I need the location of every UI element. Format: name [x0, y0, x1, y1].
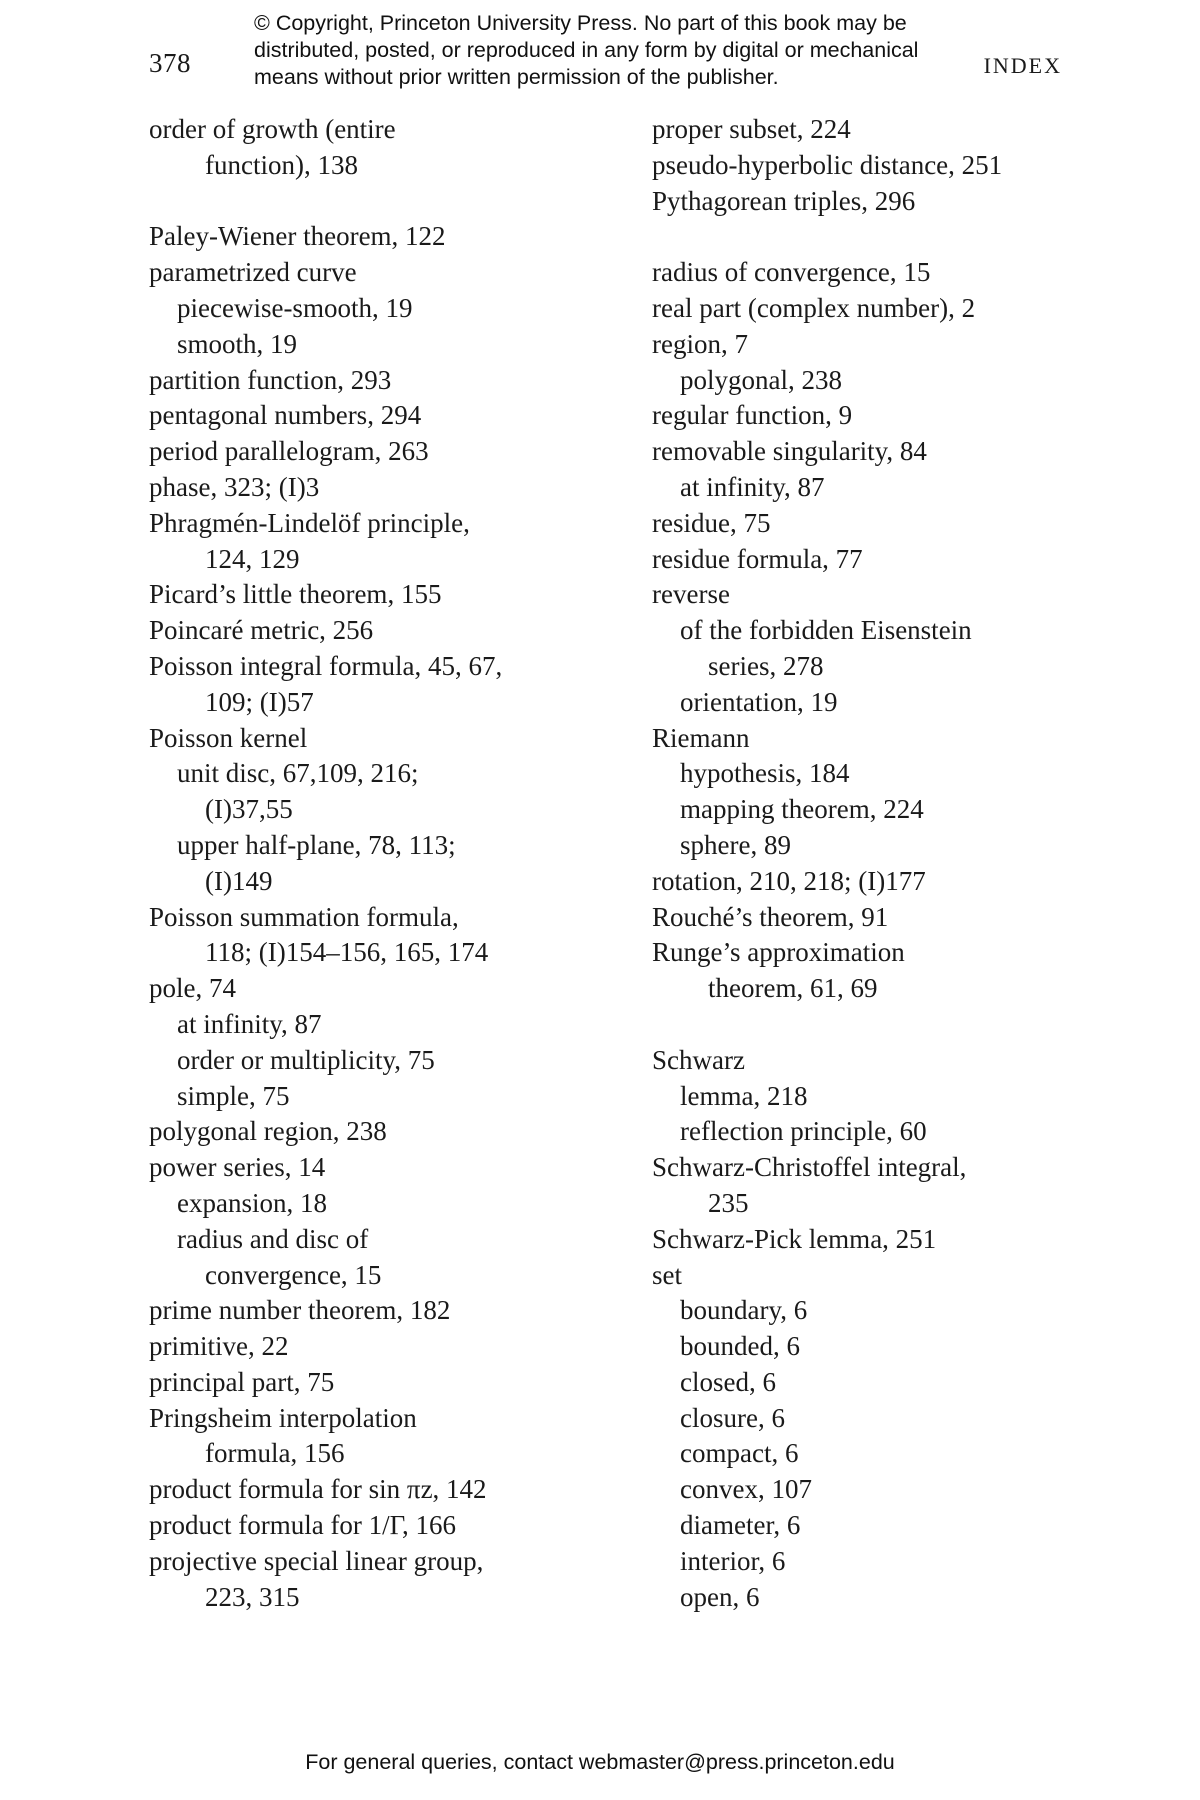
- index-entry: unit disc, 67,109, 216;: [177, 758, 419, 789]
- index-entry: Riemann: [652, 722, 750, 753]
- index-entry: pseudo-hyperbolic distance, 251: [652, 149, 1003, 180]
- running-head: INDEX: [983, 53, 1062, 78]
- index-entry: reflection principle, 60: [680, 1116, 927, 1147]
- index-entry: prime number theorem, 182: [149, 1295, 451, 1326]
- index-entry: lemma, 218: [680, 1080, 808, 1111]
- index-entry: Rouché’s theorem, 91: [652, 901, 889, 932]
- index-entry: (I)37,55: [205, 794, 293, 825]
- copyright-notice: [254, 10, 974, 91]
- index-entry: bounded, 6: [680, 1331, 800, 1362]
- index-entry: parametrized curve: [149, 257, 357, 288]
- index-entry: Poincaré metric, 256: [149, 615, 374, 646]
- copyright-line: means without prior written permission of the publisher.: [254, 65, 779, 89]
- page-number: 378: [149, 48, 191, 78]
- index-entry: residue, 75: [652, 507, 771, 538]
- index-entry: order or multiplicity, 75: [177, 1044, 435, 1075]
- index-entry: 118; (I)154–156, 165, 174: [205, 937, 489, 968]
- copyright-line: © Copyright, Princeton University Press. No part of this book may be: [254, 11, 907, 35]
- index-entry: power series, 14: [149, 1152, 326, 1183]
- index-column-right: [652, 112, 1152, 1615]
- index-entry: at infinity, 87: [680, 471, 825, 502]
- index-entry: compact, 6: [680, 1438, 799, 1469]
- index-entry: 124, 129: [205, 543, 300, 574]
- index-entry: interior, 6: [680, 1545, 786, 1576]
- index-entry: hypothesis, 184: [680, 758, 850, 789]
- index-entry: radius and disc of: [177, 1223, 369, 1254]
- index-entry: proper subset, 224: [652, 114, 851, 144]
- index-entry: period parallelogram, 263: [149, 436, 429, 467]
- index-entry: closed, 6: [680, 1366, 776, 1397]
- index-entry: Poisson integral formula, 45, 67,: [149, 650, 503, 681]
- index-entry: radius of convergence, 15: [652, 257, 931, 288]
- index-column-left: [149, 112, 639, 1615]
- index-entry: residue formula, 77: [652, 543, 863, 574]
- index-entry: reverse: [652, 579, 730, 610]
- index-entry: polygonal region, 238: [149, 1116, 387, 1147]
- index-entry: diameter, 6: [680, 1510, 801, 1541]
- index-entry: real part (complex number), 2: [652, 292, 976, 323]
- index-entry: Poisson kernel: [149, 722, 308, 753]
- index-entry: removable singularity, 84: [652, 436, 927, 467]
- index-entry: Poisson summation formula,: [149, 901, 459, 932]
- index-entry: polygonal, 238: [680, 364, 842, 395]
- index-entry: 235: [708, 1187, 749, 1218]
- index-entry: Schwarz-Pick lemma, 251: [652, 1223, 937, 1254]
- index-entry: set: [652, 1259, 682, 1290]
- index-entry: rotation, 210, 218; (I)177: [652, 865, 926, 896]
- index-entry: product formula for 1/Γ, 166: [149, 1510, 457, 1541]
- index-entry: upper half-plane, 78, 113;: [177, 829, 456, 860]
- index-entry: piecewise-smooth, 19: [177, 292, 413, 323]
- index-entry: expansion, 18: [177, 1187, 327, 1218]
- index-entry: at infinity, 87: [177, 1008, 322, 1039]
- index-entry: 223, 315: [205, 1581, 300, 1612]
- index-entry: Runge’s approximation: [652, 937, 905, 968]
- index-entry: orientation, 19: [680, 686, 838, 717]
- index-entry: Pythagorean triples, 296: [652, 185, 916, 216]
- footer-contact: For general queries, contact webmaster@press.princeton.edu: [305, 1750, 895, 1774]
- index-entry: Schwarz-Christoffel integral,: [652, 1152, 967, 1183]
- index-entry: Picard’s little theorem, 155: [149, 579, 442, 610]
- index-entry: formula, 156: [205, 1438, 345, 1469]
- copyright-line: distributed, posted, or reproduced in any form by digital or mechanical: [254, 38, 919, 62]
- index-entry: simple, 75: [177, 1080, 290, 1111]
- index-entry: partition function, 293: [149, 364, 392, 395]
- index-entry: regular function, 9: [652, 400, 853, 431]
- index-entry: pentagonal numbers, 294: [149, 400, 422, 431]
- index-entry: convergence, 15: [205, 1259, 382, 1290]
- index-entry: projective special linear group,: [149, 1545, 484, 1576]
- index-entry: 109; (I)57: [205, 686, 314, 717]
- index-entry: product formula for sin πz, 142: [149, 1474, 487, 1505]
- index-entry: Paley-Wiener theorem, 122: [149, 221, 446, 252]
- index-entry: mapping theorem, 224: [680, 794, 924, 825]
- index-entry: theorem, 61, 69: [708, 973, 878, 1004]
- index-entry: boundary, 6: [680, 1295, 808, 1326]
- index-entry: Pringsheim interpolation: [149, 1402, 417, 1433]
- index-entry: function), 138: [205, 149, 358, 180]
- index-entry: phase, 323; (I)3: [149, 471, 320, 502]
- index-entry: pole, 74: [149, 973, 236, 1004]
- index-entry: sphere, 89: [680, 829, 791, 860]
- index-entry: convex, 107: [680, 1474, 812, 1505]
- index-entry: of the forbidden Eisenstein: [680, 615, 972, 646]
- index-spacer: [149, 184, 639, 220]
- index-entry: primitive, 22: [149, 1331, 289, 1362]
- index-entry: Phragmén-Lindelöf principle,: [149, 507, 470, 538]
- index-entry: (I)149: [205, 865, 273, 896]
- index-spacer: [652, 219, 1152, 255]
- index-spacer: [652, 1007, 1152, 1043]
- index-entry: open, 6: [680, 1581, 760, 1612]
- index-entry: series, 278: [708, 650, 824, 681]
- index-entry: region, 7: [652, 328, 748, 359]
- index-entry: principal part, 75: [149, 1366, 335, 1397]
- index-entry: order of growth (entire: [149, 114, 396, 144]
- index-entry: closure, 6: [680, 1402, 785, 1433]
- index-entry: Schwarz: [652, 1044, 745, 1075]
- index-entry: smooth, 19: [177, 328, 298, 359]
